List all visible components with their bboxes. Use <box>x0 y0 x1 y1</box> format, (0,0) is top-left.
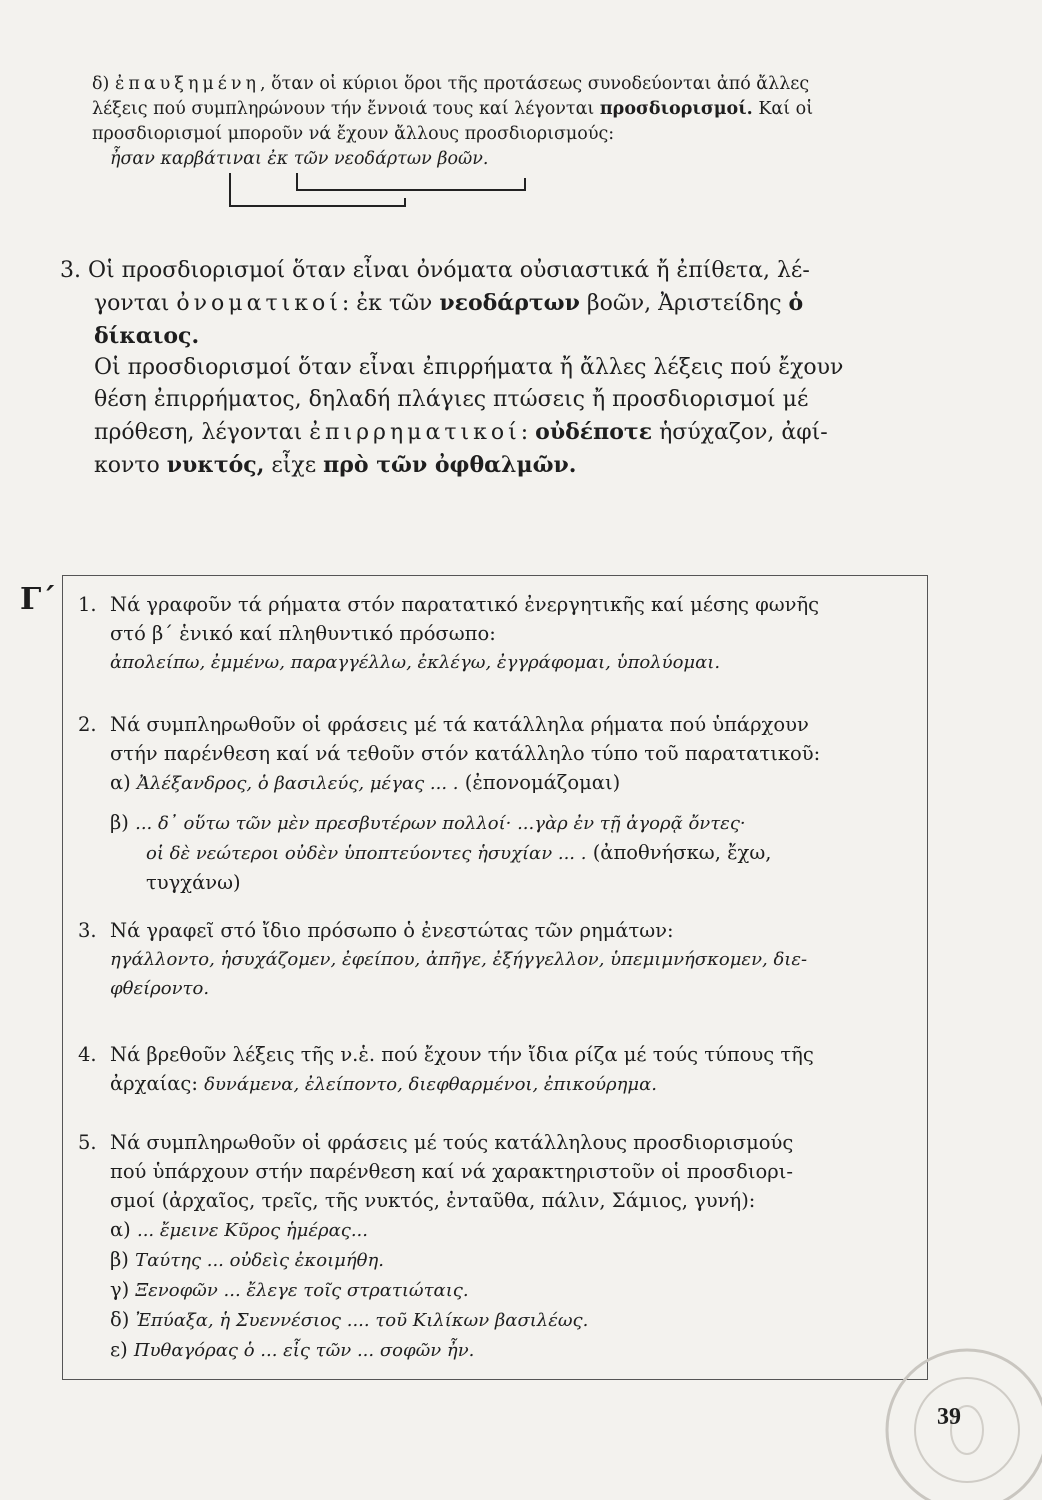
section-3-line7a: κοντο <box>94 453 160 478</box>
list-item <box>110 1215 920 1245</box>
list-item <box>110 1305 920 1335</box>
example-article: ὁ <box>788 290 804 316</box>
exercise-2-line2: στήν παρένθεση καί νά τεθοῦν στόν κατάλληλο τύπο τοῦ παρατατικοῦ: <box>110 742 821 765</box>
example-dikaios: δίκαιος. <box>94 323 200 349</box>
section-d-text2-end: Καί οἱ <box>758 99 814 119</box>
example-pro-ton-ofthalmon: πρὸ τῶν ὀφθαλμῶν. <box>323 452 577 478</box>
section-3-line7b: εἶχε <box>271 453 317 478</box>
example-oudepote: οὐδέποτε <box>535 419 653 445</box>
item-text: Πυθαγόρας ὁ ... εἷς τῶν ... σοφῶν ἦν. <box>133 1340 475 1361</box>
exercise-3 <box>78 916 920 1003</box>
term-onomatikoi: ὀνοματικοί <box>176 291 342 316</box>
exercise-1 <box>78 590 920 677</box>
section-3-line4: Οἱ προσδιορισμοί ὅταν εἶναι ἐπιρρήματα ἤ ἄλλες λέξεις πού ἔχουν <box>94 355 844 380</box>
section-3-num: 3. <box>60 258 81 283</box>
section-3-line2c: βοῶν, Ἀριστείδης <box>586 291 782 316</box>
exercise-5-line2: πού ὑπάρχουν στήν παρένθεση καί νά χαρακτηριστοῦν οἱ προσδιορι- <box>110 1160 793 1183</box>
page-number: 39 <box>937 1404 961 1430</box>
exercise-4-line2a: ἀρχαίας: <box>110 1072 198 1095</box>
exercise-2 <box>78 710 920 897</box>
section-3-line1: Οἱ προσδιορισμοί ὅταν εἶναι ὀνόματα οὐσιαστικά ἤ ἐπίθετα, λέ- <box>88 258 810 283</box>
exercise-2-line1: Νά συμπληρωθοῦν οἱ φράσεις μέ τά κατάλληλα ρήματα πού ὑπάρχουν <box>110 713 809 736</box>
exercise-5 <box>78 1128 920 1365</box>
section-gamma-label: Γ΄ <box>20 582 57 617</box>
item-label: β) <box>110 811 129 834</box>
exercise-number: 5. <box>78 1131 97 1154</box>
item-label: β) <box>110 1248 129 1271</box>
section-d-term: ἐπαυξημένη <box>114 74 260 94</box>
exercise-1-line2: στό β΄ ἑνικό καί πληθυντικό πρόσωπο: <box>110 622 496 645</box>
exercise-1-line3: ἀπολείπω, ἐμμένω, παραγγέλλω, ἐκλέγω, ἐγγράφομαι, ὑπολύομαι. <box>110 652 721 673</box>
section-3-line2b: : ἐκ τῶν <box>341 291 433 316</box>
exercise-3-line2: ηγάλλοντο, ἡσυχάζομεν, ἐφείπου, ἀπῆγε, ἐξήγγελλον, ὑπεμιμνήσκομεν, διε- <box>110 949 808 970</box>
list-item <box>110 1245 920 1275</box>
list-item <box>110 1335 920 1365</box>
example-nyktos: νυκτός, <box>166 452 265 478</box>
section-d-text1: , ὅταν οἱ κύριοι ὅροι τῆς προτάσεως συνοδεύονται ἀπό ἄλλες <box>260 74 810 94</box>
exercise-3-line1: Νά γραφεῖ στό ἴδιο πρόσωπο ὁ ἐνεστώτας τῶν ρημάτων: <box>110 919 674 942</box>
exercise-4 <box>78 1040 920 1099</box>
item-text: Ταύτης ... οὐδεὶς ἐκοιμήθη. <box>135 1250 384 1271</box>
item-label: ε) <box>110 1338 128 1361</box>
term-epirrimatikoi: ἐπιρρηματικοί <box>309 420 521 445</box>
item-label: α) <box>110 1218 131 1241</box>
item-text: Ἐπύαξα, ἡ Συεννέσιος .... τοῦ Κιλίκων βασιλέως. <box>135 1310 589 1331</box>
item-text: ... ἔμεινε Κῦρος ἡμέρας... <box>136 1220 369 1241</box>
exercise-2b-text1: ... δ᾿ οὕτω τῶν μὲν πρεσβυτέρων πολλοί· ...γὰρ ἐν τῇ ἀγορᾷ ὄντες· <box>135 813 746 834</box>
exercise-4-line1: Νά βρεθοῦν λέξεις τῆς ν.ἑ. πού ἔχουν τήν ἴδια ρίζα μέ τούς τύπους τῆς <box>110 1043 814 1066</box>
exercise-3-line3: φθείροντο. <box>110 978 210 999</box>
list-item <box>110 1275 920 1305</box>
exercise-2b-text2: οἱ δὲ νεώτεροι οὐδὲν ὑποπτεύοντες ἡσυχίαν ... . <box>146 843 587 864</box>
section-d-text3: προσδιορισμοί μποροῦν νά ἔχουν ἄλλους προσδιορισμούς: <box>92 124 615 144</box>
section-d-text2: λέξεις πού συμπληρώνουν τήν ἔννοιά τους καί λέγονται <box>92 99 595 119</box>
exercise-2a-text: Ἀλέξανδρος, ὁ βασιλεύς, μέγας ... . <box>136 773 459 794</box>
section-3-line6b: : <box>520 420 529 445</box>
section-3-line6c: ἡσύχαζον, ἀφί- <box>659 420 828 445</box>
section-d-label: δ) <box>92 74 110 94</box>
section-d-text2-bold: προσδιορισμοί. <box>599 99 753 119</box>
item-text: Ξενοφῶν ... ἔλεγε τοῖς στρατιώταις. <box>135 1280 469 1301</box>
section-3-line5: θέση ἐπιρρήματος, δηλαδή πλάγιες πτώσεις ἤ προσδιορισμοί μέ <box>94 387 809 412</box>
example-neodarton: νεοδάρτων <box>439 290 580 316</box>
exercise-2b-parenthesis: (ἀποθνήσκω, ἔχω, <box>592 841 772 864</box>
section-3-line2a: γονται <box>94 291 170 316</box>
item-label: α) <box>110 771 131 794</box>
section-3-line6a: πρόθεση, λέγονται <box>94 420 303 445</box>
dependency-brackets <box>225 168 545 213</box>
exercise-number: 3. <box>78 919 97 942</box>
exercise-5-line1: Νά συμπληρωθοῦν οἱ φράσεις μέ τούς κατάλληλους προσδιορισμούς <box>110 1131 794 1154</box>
item-label: δ) <box>110 1308 130 1331</box>
exercise-1-line1: Νά γραφοῦν τά ρήματα στόν παρατατικό ἐνεργητικῆς καί μέσης φωνῆς <box>110 593 820 616</box>
exercise-number: 4. <box>78 1043 97 1066</box>
exercise-5-line3: σμοί (ἀρχαῖος, τρεῖς, τῆς νυκτός, ἐνταῦθα, πάλιν, Σάμιος, γυνή): <box>110 1189 756 1212</box>
exercise-number: 1. <box>78 593 97 616</box>
section-3 <box>60 255 940 482</box>
section-d-example: ἦσαν καρβάτιναι ἐκ τῶν νεοδάρτων βοῶν. <box>110 149 489 169</box>
exercise-2b-parenthesis2: τυγχάνω) <box>146 871 241 894</box>
section-d <box>92 72 932 172</box>
exercise-4-line2-italic: δυνάμενα, ἐλείποντο, διεφθαρμένοι, ἐπικούρημα. <box>204 1074 657 1095</box>
exercise-2a-parenthesis: (ἐπονομάζομαι) <box>464 771 621 794</box>
item-label: γ) <box>110 1278 130 1301</box>
exercise-number: 2. <box>78 713 97 736</box>
bracket-inner <box>297 173 525 190</box>
